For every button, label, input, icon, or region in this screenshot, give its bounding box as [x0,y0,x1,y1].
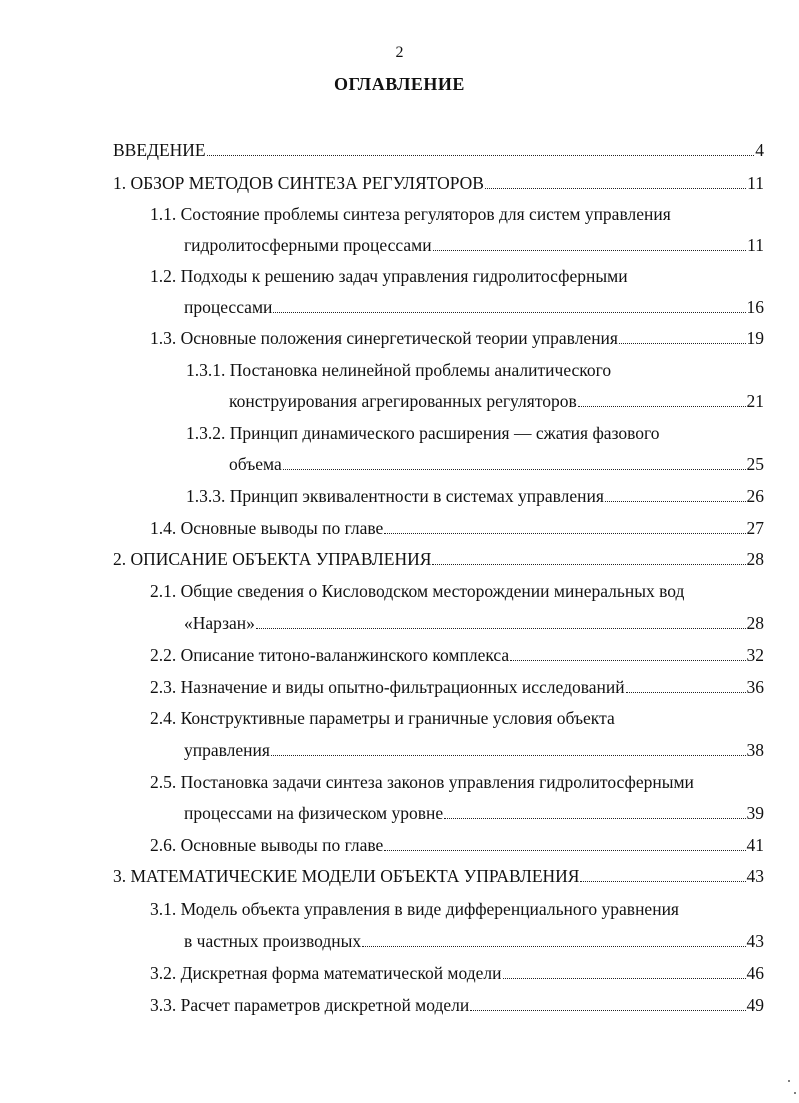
toc-entry-2-6[interactable] [150,833,764,857]
toc-entry-page: 43 [746,931,764,951]
toc-entry-1-4[interactable] [150,516,764,540]
toc-entry-2-1-continuation[interactable] [184,611,764,635]
dot-leader [626,691,746,693]
toc-entry-page: 49 [746,995,764,1015]
toc-entry-text: ОПИСАНИЕ ОБЪЕКТА УПРАВЛЕНИЯ [130,549,432,569]
toc-entry-number: 2.6. [150,835,177,855]
toc-entry-number: 1.3.3. [186,486,226,506]
toc-entry-2-2[interactable] [150,643,764,667]
toc-entry-number: 2.3. [150,677,177,697]
dot-leader [271,754,746,756]
toc-entry-number: 2.5. [150,772,177,792]
toc-entry-chapter-3[interactable] [113,864,764,888]
scan-speck [794,1092,796,1094]
toc-entry-text-continuation: процессами на физическом уровне [184,803,444,823]
toc-entry-1-2[interactable] [150,264,770,288]
toc-entry-page: 41 [746,835,764,855]
toc-entry-number: 3. [113,866,127,886]
toc-entry-2-5-continuation[interactable] [184,801,764,825]
toc-entry-page: 28 [746,613,764,633]
dot-leader [605,500,746,502]
dot-leader [470,1009,745,1011]
toc-entry-number: 2. [113,549,127,569]
toc-entry-text-continuation: объема [229,454,282,474]
toc-entry-2-4-continuation[interactable] [184,738,764,762]
toc-entry-text: Основные выводы по главе [180,835,384,855]
toc-entry-page: 21 [746,391,764,411]
toc-entry-number: 1.2. [150,266,177,286]
toc-entry-1-1-continuation[interactable] [184,233,764,257]
toc-entry-1-3-2-continuation[interactable] [229,452,764,476]
toc-entry-number: 1.3.1. [186,360,226,380]
scan-speck [788,1080,790,1082]
toc-entry-page: 46 [746,963,764,983]
toc-entry-text-continuation: «Нарзан» [184,613,255,633]
dot-leader [273,311,745,313]
dot-leader [207,154,755,156]
toc-entry-number: 2.4. [150,708,177,728]
toc-entry-1-3-3[interactable] [186,484,764,508]
toc-entry-page: 27 [746,518,764,538]
toc-entry-text: Принцип динамического расширения — сжатия фазового [229,423,660,443]
toc-entry-page: 11 [747,173,764,193]
toc-entry-page: 36 [746,677,764,697]
toc-entry-number: 3.3. [150,995,177,1015]
toc-entry-1-1[interactable] [150,202,770,226]
page-number: 2 [395,44,404,61]
toc-entry-text: Расчет параметров дискретной модели [180,995,470,1015]
toc-entry-number: 2.2. [150,645,177,665]
toc-entry-text-continuation: гидролитосферными процессами [184,235,432,255]
toc-entry-number: 3.1. [150,899,177,919]
toc-entry-text: Принцип эквивалентности в системах управления [229,486,604,506]
toc-entry-2-4[interactable] [150,706,770,730]
toc-title: ОГЛАВЛЕНИЕ [334,74,465,94]
dot-leader [362,945,745,947]
toc-entry-page: 28 [746,549,764,569]
toc-entry-page: 4 [755,140,764,160]
toc-entry-text-continuation: управления [184,740,270,760]
dot-leader [503,977,746,979]
toc-entry-3-1[interactable] [150,897,770,921]
toc-entry-text: Дискретная форма математической модели [180,963,502,983]
toc-entry-chapter-1[interactable] [113,171,764,195]
toc-entry-page: 11 [747,235,764,255]
toc-entry-3-1-continuation[interactable] [184,929,764,953]
dot-leader [619,342,746,344]
toc-entry-3-2[interactable] [150,961,764,985]
toc-entry-page: 16 [746,297,764,317]
dot-leader [580,880,745,882]
toc-entry-text-continuation: в частных производных [184,931,362,951]
dot-leader [384,532,745,534]
toc-entry-2-1[interactable] [150,579,770,603]
toc-entry-number: 1.1. [150,204,177,224]
toc-entry-text: Постановка задачи синтеза законов управления гидролитосферными [180,772,694,792]
toc-entry-chapter-2[interactable] [113,547,764,571]
toc-entry-text: Модель объекта управления в виде дифференциального уравнения [180,899,679,919]
toc-entry-text: ВВЕДЕНИЕ [113,140,206,160]
toc-entry-text: Основные выводы по главе [180,518,384,538]
toc-entry-text: Описание титоно-валанжинского комплекса [180,645,510,665]
toc-entry-number: 1.4. [150,518,177,538]
toc-entry-text: Подходы к решению задач управления гидролитосферными [180,266,628,286]
toc-entry-2-3[interactable] [150,675,764,699]
toc-entry-page: 38 [746,740,764,760]
toc-entry-text: Постановка нелинейной проблемы аналитического [229,360,612,380]
toc-entry-1-3-2[interactable] [186,421,770,445]
toc-entry-text: Основные положения синергетической теории управления [180,328,618,348]
toc-entry-1-3[interactable] [150,326,764,350]
dot-leader [256,627,746,629]
toc-entry-text: Конструктивные параметры и граничные условия объекта [180,708,615,728]
toc-entry-text-continuation: процессами [184,297,273,317]
toc-entry-1-2-continuation[interactable] [184,295,764,319]
toc-entry-page: 32 [746,645,764,665]
toc-entry-text: Состояние проблемы синтеза регуляторов для систем управления [180,204,671,224]
toc-entry-text-continuation: конструирования агрегированных регуляторов [229,391,577,411]
dot-leader [444,817,745,819]
toc-entry-text: Назначение и виды опытно-фильтрационных исследований [180,677,625,697]
dot-leader [578,405,746,407]
toc-entry-number: 1. [113,173,127,193]
dot-leader [432,563,745,565]
toc-entry-page: 26 [746,486,764,506]
toc-entry-number: 1.3.2. [186,423,226,443]
toc-entry-text: МАТЕМАТИЧЕСКИЕ МОДЕЛИ ОБЪЕКТА УПРАВЛЕНИЯ [130,866,580,886]
dot-leader [485,187,746,189]
toc-entry-text: Общие сведения о Кисловодском месторождении минеральных вод [180,581,685,601]
toc-entry-number: 2.1. [150,581,177,601]
toc-entry-3-3[interactable] [150,993,764,1017]
toc-entry-1-3-1-continuation[interactable] [229,389,764,413]
dot-leader [283,468,746,470]
dot-leader [510,659,745,661]
toc-entry-number: 3.2. [150,963,177,983]
toc-entry-1-3-1[interactable] [186,358,770,382]
toc-entry-page: 43 [746,866,764,886]
toc-entry-2-5[interactable] [150,770,770,794]
toc-entry-number: 1.3. [150,328,177,348]
dot-leader [384,849,745,851]
dot-leader [433,249,747,251]
toc-entry-introduction[interactable] [113,138,764,162]
toc-entry-text: ОБЗОР МЕТОДОВ СИНТЕЗА РЕГУЛЯТОРОВ [130,173,484,193]
toc-entry-page: 39 [746,803,764,823]
toc-entry-page: 19 [746,328,764,348]
toc-entry-page: 25 [746,454,764,474]
